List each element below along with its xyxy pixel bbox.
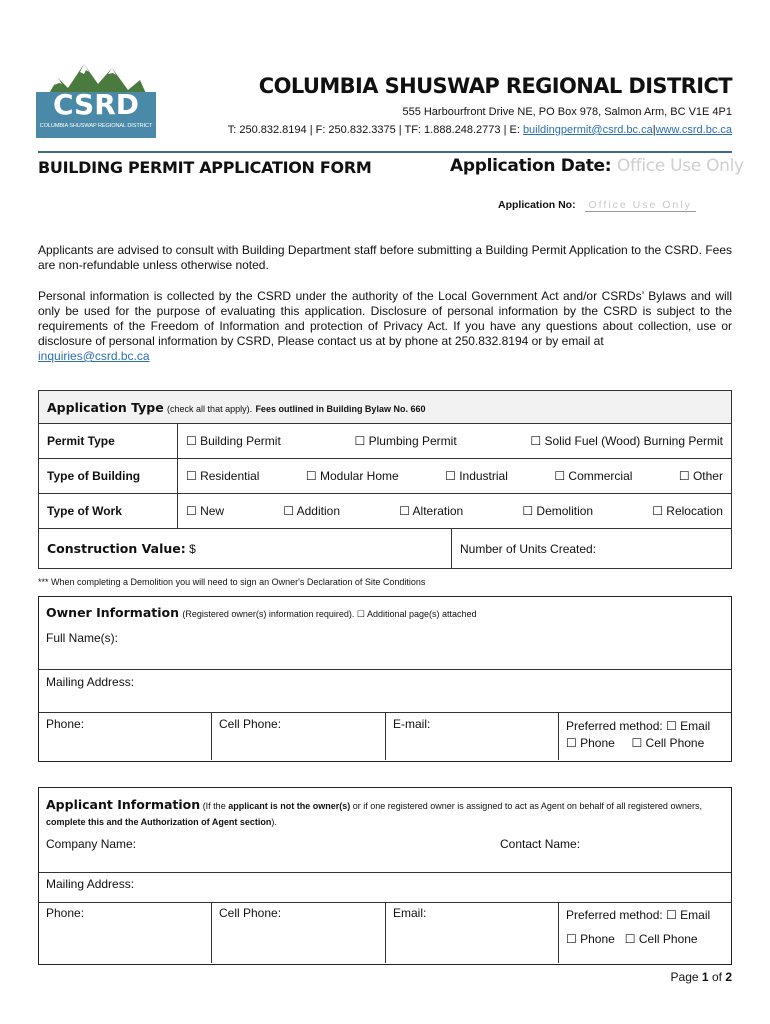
checkbox-alteration[interactable]: ☐ Alteration [399, 504, 464, 518]
divider [385, 712, 386, 760]
applicant-cell-phone-field[interactable]: Cell Phone: [219, 906, 282, 920]
owner-header [46, 605, 477, 620]
checkbox-solid-fuel-permit[interactable]: ☐ Solid Fuel (Wood) Burning Permit [530, 434, 723, 448]
checkbox-relocation[interactable]: ☐ Relocation [652, 504, 723, 518]
applicant-contact-field[interactable]: Contact Name: [500, 837, 581, 851]
checkbox-addition[interactable]: ☐ Addition [283, 504, 340, 518]
checkbox-plumbing-permit[interactable]: ☐ Plumbing Permit [354, 434, 457, 448]
applicant-email-field[interactable]: Email: [393, 906, 427, 920]
owner-preferred-options[interactable]: ☐ Phone ☐ Cell Phone [566, 736, 705, 750]
divider [558, 902, 559, 963]
applicant-mailing-address-field[interactable]: Mailing Address: [46, 877, 135, 891]
intro-paragraph-1: Applicants are advised to consult with Building Department staff before submitting a Building Permit Application to the CSRD. Fees are non-refundable unless otherwise noted. [38, 243, 732, 272]
checkbox-commercial[interactable]: ☐ Commercial [554, 469, 633, 483]
owner-full-name-field[interactable]: Full Name(s): [46, 631, 119, 645]
application-type-title: Application Type [47, 399, 164, 415]
application-date-label: Application Date: [450, 156, 612, 176]
owner-phone-field[interactable]: Phone: [46, 717, 85, 731]
owner-cell-phone-field[interactable]: Cell Phone: [219, 717, 282, 731]
org-address: 555 Harbourfront Drive NE, PO Box 978, Salmon Arm, BC V1E 4P1 [402, 106, 732, 118]
application-number-field[interactable]: Office Use Only [585, 199, 696, 212]
application-type-note: (check all that apply). [167, 403, 253, 414]
permit-type-options [178, 424, 732, 459]
divider [211, 712, 212, 760]
email-link[interactable]: buildingpermit@csrd.bc.ca [522, 124, 653, 136]
logo-subtext: COLUMBIA SHUSWAP REGIONAL DISTRICT [39, 123, 153, 129]
construction-value-field[interactable] [39, 529, 452, 569]
owner-preferred-method[interactable]: Preferred method: ☐ Email [566, 719, 711, 733]
owner-note: (Registered owner(s) information required). ☐ Additional page(s) attached [182, 609, 477, 619]
work-type-row [39, 494, 732, 529]
demolition-note: *** When completing a Demolition you will need to sign an Owner's Declaration of Site Conditions [38, 577, 426, 587]
units-created-field[interactable] [452, 529, 732, 569]
inquiries-email-link[interactable]: inquiries@csrd.bc.ca [38, 349, 150, 363]
application-number [498, 199, 696, 211]
contact-numbers: T: 250.832.8194 | F: 250.832.3375 | TF: 1.888.248.2773 | E: [227, 124, 523, 136]
building-type-row [39, 459, 732, 494]
checkbox-industrial[interactable]: ☐ Industrial [445, 469, 508, 483]
application-date [450, 156, 744, 176]
building-type-options [178, 459, 732, 494]
separator: | [652, 124, 656, 136]
divider [558, 712, 559, 760]
divider [39, 669, 731, 670]
csrd-logo [36, 60, 156, 138]
applicant-note-4: complete this and the Authorization of Agent section [46, 817, 272, 827]
form-title: BUILDING PERMIT APPLICATION FORM [38, 158, 372, 177]
application-type-fees-note: Fees outlined in Building Bylaw No. 660 [255, 403, 426, 414]
owner-email-field[interactable]: E-mail: [393, 717, 431, 731]
application-date-field[interactable]: Office Use Only [616, 156, 744, 176]
applicant-preferred-method[interactable]: Preferred method: ☐ Email [566, 908, 711, 922]
org-contact [150, 124, 732, 136]
intro-paragraph-2 [38, 289, 732, 364]
privacy-text: Personal information is collected by the CSRD under the authority of the Local Government Act and/or CSRDs’ Bylaws and will only be used for the purpose of evaluating this application. Disclosure of personal information by the CSRD is subject to the requirements of the Freedom of Information and protection of Privacy Act. If you have any questions about collection, use or disclosure of personal information by CSRD, Please contact us at by phone at 250.832.8194 or by email at [38, 289, 732, 348]
divider [385, 902, 386, 963]
currency-symbol: $ [189, 542, 196, 556]
page-number [671, 970, 732, 984]
work-type-label: Type of Work [39, 494, 178, 529]
applicant-note-5: ). [271, 817, 277, 827]
checkbox-demolition[interactable]: ☐ Demolition [522, 504, 594, 518]
applicant-note-2: applicant is not the owner(s) [228, 801, 351, 811]
owner-mailing-address-field[interactable]: Mailing Address: [46, 675, 135, 689]
applicant-title: Applicant Information [46, 797, 201, 812]
website-link[interactable]: www.csrd.bc.ca [655, 124, 732, 136]
page-prefix: Page [670, 970, 699, 984]
construction-value-table [38, 528, 732, 569]
applicant-header [46, 797, 722, 830]
checkbox-residential[interactable]: ☐ Residential [186, 469, 260, 483]
header-divider [38, 151, 732, 153]
permit-type-label: Permit Type [39, 424, 178, 459]
checkbox-building-permit[interactable]: ☐ Building Permit [186, 434, 281, 448]
page-current: 1 [701, 970, 709, 984]
checkbox-other[interactable]: ☐ Other [678, 469, 723, 483]
application-type-table [38, 390, 732, 529]
divider [211, 902, 212, 963]
building-type-label: Type of Building [39, 459, 178, 494]
owner-title: Owner Information [46, 605, 180, 620]
checkbox-new[interactable]: ☐ New [186, 504, 225, 518]
units-created-label: Number of Units Created: [460, 541, 597, 556]
permit-type-row [39, 424, 732, 459]
applicant-phone-field[interactable]: Phone: [46, 906, 85, 920]
org-name: COLUMBIA SHUSWAP REGIONAL DISTRICT [258, 74, 732, 98]
applicant-company-field[interactable]: Company Name: [46, 837, 137, 851]
construction-value-label: Construction Value: [47, 541, 186, 556]
work-type-options [178, 494, 732, 529]
checkbox-modular-home[interactable]: ☐ Modular Home [305, 469, 399, 483]
application-number-label: Application No: [498, 199, 576, 211]
divider [39, 872, 731, 873]
applicant-note-1: (If the [202, 801, 226, 811]
application-type-header [39, 391, 732, 424]
applicant-note-3: or if one registered owner is assigned to act as Agent on behalf of all registered owners, [352, 801, 702, 811]
applicant-preferred-options[interactable]: ☐ Phone ☐ Cell Phone [566, 932, 698, 946]
logo-text: CSRD [52, 88, 140, 121]
page-total: 2 [725, 970, 732, 984]
page-of: of [711, 970, 722, 984]
